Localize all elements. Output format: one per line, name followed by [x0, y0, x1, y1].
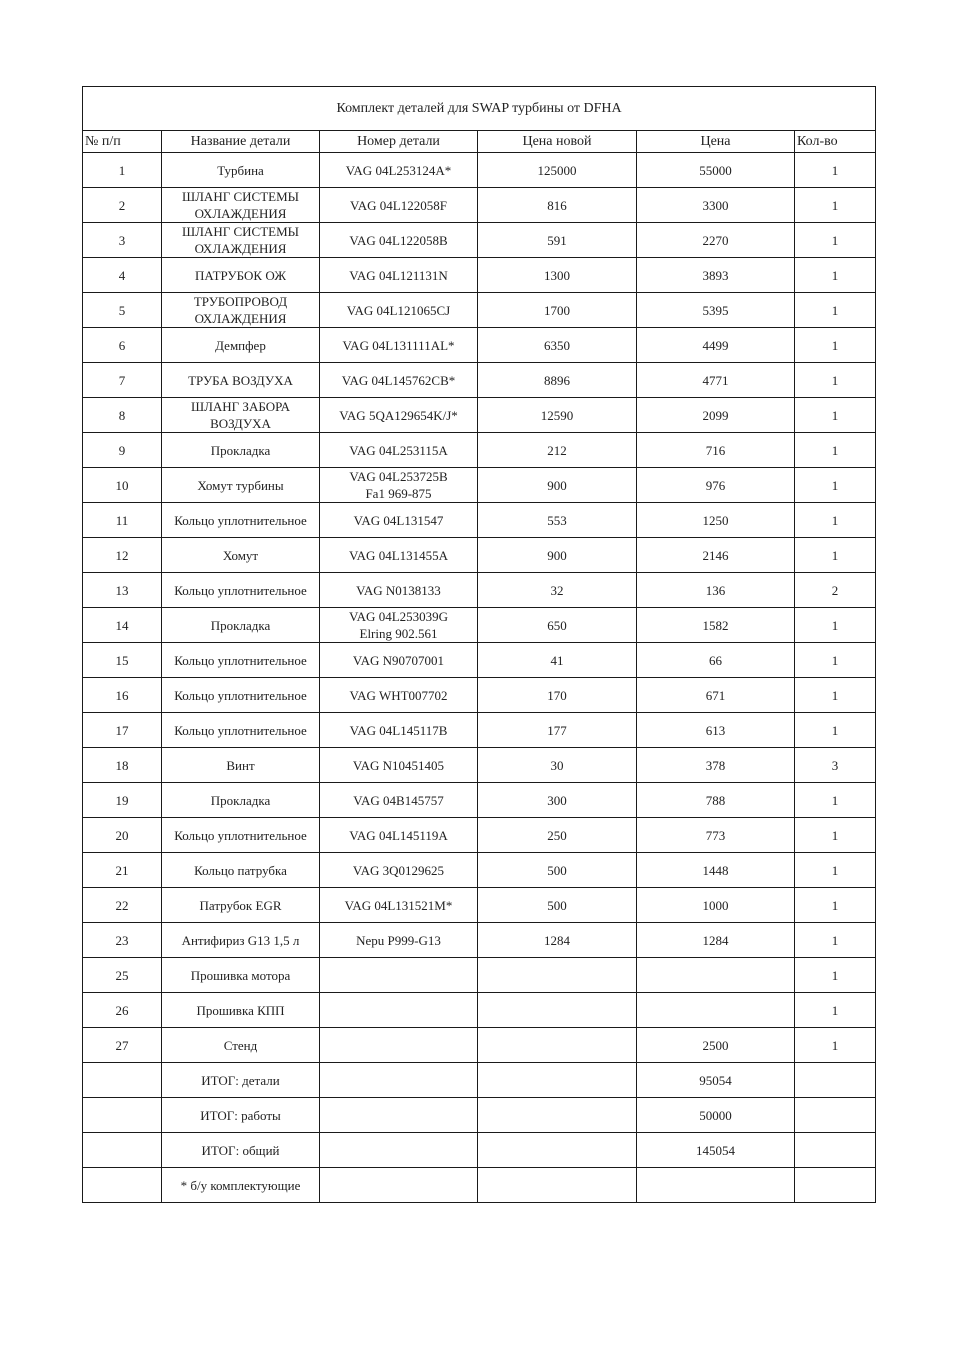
row-part: Nepu P999-G13 — [320, 923, 478, 958]
row-qty: 1 — [795, 538, 876, 573]
header-name: Название детали — [162, 131, 320, 153]
row-part-line-1: VAG 04L253725B — [349, 469, 448, 484]
row-new-price: 1300 — [478, 258, 637, 293]
row-name: Демпфер — [162, 328, 320, 363]
row-new-price: 1700 — [478, 293, 637, 328]
row-name: ПАТРУБОК ОЖ — [162, 258, 320, 293]
row-new-price: 500 — [478, 853, 637, 888]
row-num: 15 — [83, 643, 162, 678]
row-price: 66 — [637, 643, 795, 678]
row-qty: 1 — [795, 678, 876, 713]
row-name: ТРУБА ВОЗДУХА — [162, 363, 320, 398]
row-part-line-2: Elring 902.561 — [359, 626, 438, 641]
row-part: VAG 3Q0129625 — [320, 853, 478, 888]
row-num: 9 — [83, 433, 162, 468]
total-empty — [83, 1063, 162, 1098]
row-num: 8 — [83, 398, 162, 433]
row-part: VAG 04L145119A — [320, 818, 478, 853]
row-new-price: 125000 — [478, 153, 637, 188]
table-title: Комплект деталей для SWAP турбины от DFHA — [83, 87, 876, 131]
row-qty: 1 — [795, 818, 876, 853]
row-part — [320, 468, 478, 503]
row-num: 5 — [83, 293, 162, 328]
row-qty: 3 — [795, 748, 876, 783]
header-num: № п/п — [83, 131, 162, 153]
row-new-price: 553 — [478, 503, 637, 538]
row-new-price: 650 — [478, 608, 637, 643]
table-row — [83, 433, 876, 468]
header-qty: Кол-во — [795, 131, 876, 153]
table-row — [83, 608, 876, 643]
row-num: 3 — [83, 223, 162, 258]
total-value: 145054 — [637, 1133, 795, 1168]
row-part: VAG N0138133 — [320, 573, 478, 608]
row-name: Винт — [162, 748, 320, 783]
row-num: 25 — [83, 958, 162, 993]
row-name: Прокладка — [162, 433, 320, 468]
row-name: Антифириз G13 1,5 л — [162, 923, 320, 958]
row-part — [320, 958, 478, 993]
row-name: ШЛАНГ СИСТЕМЫ ОХЛАЖДЕНИЯ — [162, 188, 320, 223]
row-num: 14 — [83, 608, 162, 643]
row-num: 12 — [83, 538, 162, 573]
row-name: ШЛАНГ СИСТЕМЫ ОХЛАЖДЕНИЯ — [162, 223, 320, 258]
row-name: Прокладка — [162, 608, 320, 643]
row-qty: 1 — [795, 363, 876, 398]
table-row — [83, 468, 876, 503]
parts-table — [82, 86, 876, 1203]
row-name: Турбина — [162, 153, 320, 188]
total-empty — [478, 1063, 637, 1098]
row-new-price: 6350 — [478, 328, 637, 363]
row-qty: 1 — [795, 923, 876, 958]
row-price: 1582 — [637, 608, 795, 643]
header-part: Номер детали — [320, 131, 478, 153]
row-part — [320, 608, 478, 643]
header-price: Цена — [637, 131, 795, 153]
row-part: VAG 04L122058F — [320, 188, 478, 223]
row-price: 136 — [637, 573, 795, 608]
row-new-price: 41 — [478, 643, 637, 678]
row-num: 6 — [83, 328, 162, 363]
row-part — [320, 1028, 478, 1063]
table-row — [83, 923, 876, 958]
row-qty: 1 — [795, 398, 876, 433]
row-new-price — [478, 993, 637, 1028]
total-row — [83, 1133, 876, 1168]
row-part: VAG 04L121131N — [320, 258, 478, 293]
footnote-empty — [320, 1168, 478, 1203]
row-num: 20 — [83, 818, 162, 853]
row-num: 19 — [83, 783, 162, 818]
row-qty: 1 — [795, 223, 876, 258]
row-part: VAG N10451405 — [320, 748, 478, 783]
row-new-price: 12590 — [478, 398, 637, 433]
row-name: Кольцо уплотнительное — [162, 678, 320, 713]
table-row — [83, 188, 876, 223]
row-new-price — [478, 958, 637, 993]
total-row — [83, 1098, 876, 1133]
row-price: 5395 — [637, 293, 795, 328]
row-part: VAG 04L131547 — [320, 503, 478, 538]
row-name: Прокладка — [162, 783, 320, 818]
row-price: 4499 — [637, 328, 795, 363]
table-row — [83, 363, 876, 398]
row-num: 4 — [83, 258, 162, 293]
row-name: Прошивка мотора — [162, 958, 320, 993]
total-empty — [83, 1133, 162, 1168]
total-empty — [320, 1133, 478, 1168]
table-row — [83, 223, 876, 258]
table-row — [83, 888, 876, 923]
row-name: Кольцо уплотнительное — [162, 713, 320, 748]
table-row — [83, 678, 876, 713]
row-part: VAG WHT007702 — [320, 678, 478, 713]
table-row — [83, 818, 876, 853]
row-price: 55000 — [637, 153, 795, 188]
row-num: 16 — [83, 678, 162, 713]
table-row — [83, 643, 876, 678]
footnote-empty — [637, 1168, 795, 1203]
row-price: 378 — [637, 748, 795, 783]
row-price: 671 — [637, 678, 795, 713]
row-name: Патрубок EGR — [162, 888, 320, 923]
row-name: Кольцо патрубка — [162, 853, 320, 888]
total-empty — [795, 1098, 876, 1133]
row-price: 3893 — [637, 258, 795, 293]
table-row — [83, 573, 876, 608]
row-new-price: 170 — [478, 678, 637, 713]
total-row — [83, 1063, 876, 1098]
row-part: VAG 04B145757 — [320, 783, 478, 818]
row-part: VAG 04L145117B — [320, 713, 478, 748]
table-row — [83, 1028, 876, 1063]
row-qty: 1 — [795, 328, 876, 363]
row-new-price: 8896 — [478, 363, 637, 398]
row-num: 10 — [83, 468, 162, 503]
row-qty: 1 — [795, 293, 876, 328]
title-row — [83, 87, 876, 131]
row-part: VAG 04L131521M* — [320, 888, 478, 923]
row-num: 7 — [83, 363, 162, 398]
row-name: Кольцо уплотнительное — [162, 643, 320, 678]
row-qty: 1 — [795, 433, 876, 468]
row-num: 22 — [83, 888, 162, 923]
row-qty: 2 — [795, 573, 876, 608]
total-empty — [320, 1098, 478, 1133]
row-name: Прошивка КПП — [162, 993, 320, 1028]
footnote-row — [83, 1168, 876, 1203]
row-new-price — [478, 1028, 637, 1063]
row-name: Стенд — [162, 1028, 320, 1063]
table-row — [83, 993, 876, 1028]
row-qty: 1 — [795, 153, 876, 188]
row-part: VAG N90707001 — [320, 643, 478, 678]
total-label: ИТОГ: работы — [162, 1098, 320, 1133]
row-price — [637, 958, 795, 993]
row-new-price: 816 — [478, 188, 637, 223]
row-new-price: 177 — [478, 713, 637, 748]
footnote-empty — [795, 1168, 876, 1203]
row-price: 613 — [637, 713, 795, 748]
total-empty — [478, 1098, 637, 1133]
row-name: Хомут турбины — [162, 468, 320, 503]
table-row — [83, 153, 876, 188]
row-qty: 1 — [795, 888, 876, 923]
row-qty: 1 — [795, 783, 876, 818]
row-price — [637, 993, 795, 1028]
header-new-price: Цена новой — [478, 131, 637, 153]
row-price: 1250 — [637, 503, 795, 538]
total-value: 50000 — [637, 1098, 795, 1133]
row-price: 2270 — [637, 223, 795, 258]
table-row — [83, 258, 876, 293]
table-row — [83, 853, 876, 888]
row-part-line-2: Fa1 969-875 — [365, 486, 432, 501]
row-qty: 1 — [795, 993, 876, 1028]
row-new-price: 591 — [478, 223, 637, 258]
row-num: 17 — [83, 713, 162, 748]
row-qty: 1 — [795, 468, 876, 503]
row-part: VAG 04L131455A — [320, 538, 478, 573]
row-qty: 1 — [795, 713, 876, 748]
table-row — [83, 503, 876, 538]
row-num: 11 — [83, 503, 162, 538]
table-row — [83, 713, 876, 748]
row-num: 18 — [83, 748, 162, 783]
table-row — [83, 398, 876, 433]
row-qty: 1 — [795, 958, 876, 993]
row-qty: 1 — [795, 853, 876, 888]
row-new-price: 32 — [478, 573, 637, 608]
footnote-empty — [478, 1168, 637, 1203]
row-part: VAG 04L131111AL* — [320, 328, 478, 363]
row-price: 3300 — [637, 188, 795, 223]
row-num: 1 — [83, 153, 162, 188]
row-part: VAG 04L122058B — [320, 223, 478, 258]
row-price: 2146 — [637, 538, 795, 573]
row-part-line-1: VAG 04L253039G — [348, 609, 449, 624]
row-new-price: 900 — [478, 468, 637, 503]
row-price: 716 — [637, 433, 795, 468]
row-new-price: 250 — [478, 818, 637, 853]
table-row — [83, 328, 876, 363]
row-qty: 1 — [795, 608, 876, 643]
row-part: VAG 04L253124A* — [320, 153, 478, 188]
footnote: * б/у комплектующие — [162, 1168, 320, 1203]
row-qty: 1 — [795, 188, 876, 223]
total-empty — [83, 1098, 162, 1133]
row-price: 788 — [637, 783, 795, 818]
row-new-price: 1284 — [478, 923, 637, 958]
total-empty — [478, 1133, 637, 1168]
row-new-price: 900 — [478, 538, 637, 573]
row-new-price: 30 — [478, 748, 637, 783]
row-new-price: 500 — [478, 888, 637, 923]
row-num: 21 — [83, 853, 162, 888]
row-new-price: 212 — [478, 433, 637, 468]
row-price: 1448 — [637, 853, 795, 888]
row-price: 976 — [637, 468, 795, 503]
footnote-empty — [83, 1168, 162, 1203]
row-name: Кольцо уплотнительное — [162, 503, 320, 538]
row-new-price: 300 — [478, 783, 637, 818]
row-part: VAG 04L253115A — [320, 433, 478, 468]
total-label: ИТОГ: детали — [162, 1063, 320, 1098]
row-num: 23 — [83, 923, 162, 958]
row-name: Кольцо уплотнительное — [162, 818, 320, 853]
row-qty: 1 — [795, 1028, 876, 1063]
table-row — [83, 783, 876, 818]
row-part — [320, 993, 478, 1028]
total-value: 95054 — [637, 1063, 795, 1098]
row-name: Кольцо уплотнительное — [162, 573, 320, 608]
row-num: 27 — [83, 1028, 162, 1063]
total-empty — [795, 1133, 876, 1168]
row-num: 2 — [83, 188, 162, 223]
table-row — [83, 538, 876, 573]
row-name: ТРУБОПРОВОД ОХЛАЖДЕНИЯ — [162, 293, 320, 328]
row-name: Хомут — [162, 538, 320, 573]
table-row — [83, 958, 876, 993]
row-part: VAG 04L121065CJ — [320, 293, 478, 328]
total-label: ИТОГ: общий — [162, 1133, 320, 1168]
table-row — [83, 748, 876, 783]
row-num: 13 — [83, 573, 162, 608]
row-num: 26 — [83, 993, 162, 1028]
total-empty — [320, 1063, 478, 1098]
total-empty — [795, 1063, 876, 1098]
row-name: ШЛАНГ ЗАБОРА ВОЗДУХА — [162, 398, 320, 433]
row-price: 1284 — [637, 923, 795, 958]
row-part: VAG 04L145762CB* — [320, 363, 478, 398]
row-price: 1000 — [637, 888, 795, 923]
header-row — [83, 131, 876, 153]
table-body — [83, 153, 876, 1203]
table-row — [83, 293, 876, 328]
row-price: 2500 — [637, 1028, 795, 1063]
row-qty: 1 — [795, 258, 876, 293]
row-price: 4771 — [637, 363, 795, 398]
row-qty: 1 — [795, 643, 876, 678]
row-price: 2099 — [637, 398, 795, 433]
row-qty: 1 — [795, 503, 876, 538]
row-part: VAG 5QA129654K/J* — [320, 398, 478, 433]
row-price: 773 — [637, 818, 795, 853]
